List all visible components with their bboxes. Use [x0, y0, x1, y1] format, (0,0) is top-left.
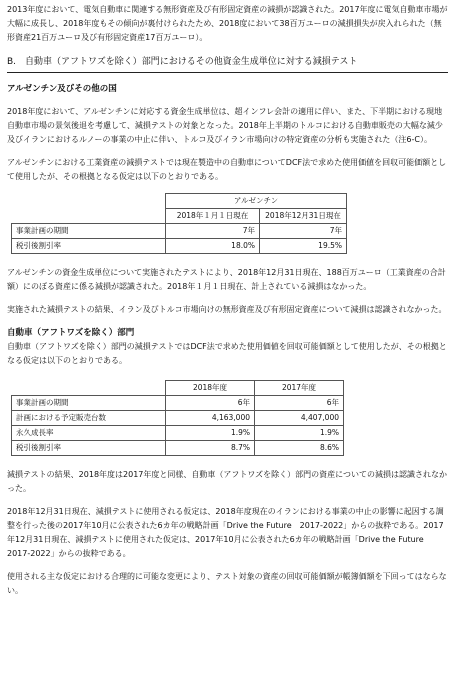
section-b-title: [7, 55, 448, 73]
table-header-row: [12, 194, 347, 209]
table-cell: 4,407,000: [255, 411, 344, 426]
automotive-paragraph-4: 使用される主な仮定における合理的に可能な変更により、テスト対象の資産の回収可能価額が帳簿価額を下回ってはならない。: [7, 572, 447, 595]
section-title-text: 自動車（アフトワズを除く）部門におけるその他資金生成単位に対する減損テスト: [25, 57, 358, 67]
automotive-assumptions-table: [11, 380, 344, 456]
row-label: 事業計画の期間: [12, 396, 166, 411]
table-cell: 1.9%: [166, 426, 255, 441]
argentina-assumptions-table: [11, 193, 347, 254]
table-cell: 6年: [255, 396, 344, 411]
table-row: [12, 411, 344, 426]
row-label: 計画における予定販売台数: [12, 411, 166, 426]
table-cell: 6年: [166, 396, 255, 411]
column-header: 2018年12月31日現在: [260, 209, 347, 224]
row-label: 事業計画の期間: [12, 224, 166, 239]
table-row: [12, 239, 347, 254]
argentina-paragraph-3: アルゼンチンの資金生成単位について実施されたテストにより、2018年12月31日現在、188百万ユーロ（工業資産の合計額）にのぼる資産に係る減損が認識された。2018年１月１日現在、計上されている減損はなかった。: [7, 268, 446, 291]
table-row: [12, 426, 344, 441]
table-header-row: [12, 209, 347, 224]
table-cell: 8.6%: [255, 441, 344, 456]
column-header: 2018年１月１日現在: [166, 209, 260, 224]
row-label: 永久成長率: [12, 426, 166, 441]
row-label: 税引後割引率: [12, 441, 166, 456]
table-row: [12, 224, 347, 239]
table-header-row: [12, 381, 344, 396]
column-header: 2017年度: [255, 381, 344, 396]
automotive-paragraph-1: 自動車（アフトワズを除く）部門の減損テストではDCF法で求めた使用価値を回収可能価額として使用したが、その根拠となる仮定は以下のとおりである。: [7, 342, 447, 365]
argentina-heading: アルゼンチン及びその他の国: [7, 84, 117, 94]
table-cell: 18.0%: [166, 239, 260, 254]
document-page: [7, 3, 448, 598]
table-row: [12, 441, 344, 456]
argentina-paragraph-2: アルゼンチンにおける工業資産の減損テストでは現在製造中の自動車についてDCF法で求めた使用価値を回収可能価額として使用したが、その根拠となる仮定は以下のとおりである。: [7, 158, 447, 181]
section-number: B.: [7, 57, 17, 67]
table-cell: 19.5%: [260, 239, 347, 254]
column-header: 2018年度: [166, 381, 255, 396]
intro-paragraph: 2013年度において、電気自動車に関連する無形資産及び有形固定資産の減損が認識された。2017年度に電気自動車市場が大幅に成長し、2018年度もその傾向が裏付けられたため、2018度において38百万ユーロの減損損失が戻入れられた（無形資産21百万ユーロ及び有形固定資産17百万ユーロ）。: [7, 5, 448, 42]
automotive-paragraph-2: 減損テストの結果、2018年度は2017年度と同様、自動車（アフトワズを除く）部門の資産についての減損は認識されなかった。: [7, 470, 447, 493]
table-cell: 7年: [260, 224, 347, 239]
automotive-heading: 自動車（アフトワズを除く）部門: [7, 328, 135, 338]
automotive-paragraph-3: 2018年12月31日現在、減損テストに使用される仮定は、2018年度現在のイランにおける事業の中止の影響に起因する調整を行った後の2017年10月に公表された6カ年の戦略計画「Drive the Future 2017-2022」からの抜粋である。2017年12月31日現在、減損テストに使用された仮定は、2017年10月に公表された6カ年の戦略計画「Drive the Future 2017-2022」からの抜粋である。: [7, 507, 444, 558]
row-label: 税引後割引率: [12, 239, 166, 254]
group-header-cell: アルゼンチン: [166, 194, 347, 209]
table-cell: 7年: [166, 224, 260, 239]
table-cell: 8.7%: [166, 441, 255, 456]
argentina-paragraph-4: 実施された減損テストの結果、イラン及びトルコ市場向けの無形資産及び有形固定資産について減損は認識されなかった。: [7, 305, 447, 314]
table-row: [12, 396, 344, 411]
argentina-paragraph-1: 2018年度において、アルゼンチンに対応する資金生成単位は、超インフレ会計の適用に伴い、また、下半期における現地自動車市場の景気後退を考慮して、減損テストの対象となった。2018年上半期のトルコにおける自動車販売の大幅な減少及びイランにおけるルノーの事業の中止に伴い、トルコ及びイラン市場向けの特定資産の分析も実施された（注6-C）。: [7, 107, 443, 144]
table-cell: 1.9%: [255, 426, 344, 441]
table-cell: 4,163,000: [166, 411, 255, 426]
